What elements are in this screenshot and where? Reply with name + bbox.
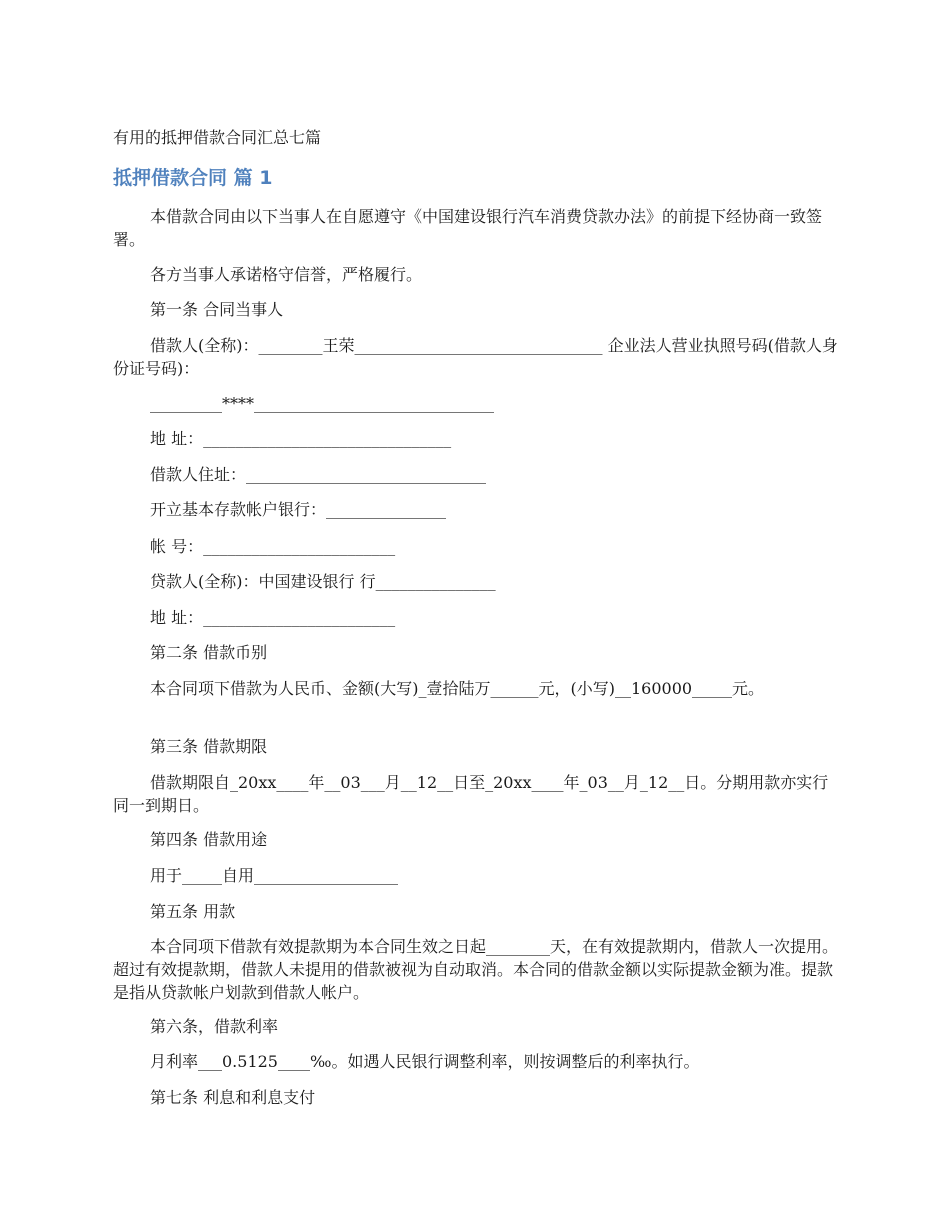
loan-term-paragraph: 借款期限自_20xx____年__03___月__12__日至_20xx____年_03__月_12__日。分期用款亦实行同一到期日。 [113,773,829,815]
article-2-heading: 第二条 借款币别 [150,643,268,662]
account-number-line: 帐 号：________________________ [150,537,396,556]
drawdown-paragraph: 本合同项下借款有效提款期为本合同生效之日起________天，在有效提款期内，借款人一次提用。超过有效提款期，借款人未提用的借款被视为自动取消。本合同的借款金额以实际提款金额为准。提款是指从贷款帐户划款到借款人帐户。 [113,937,839,1002]
section-heading: 抵押借款合同 篇 1 [113,167,273,189]
article-3-heading: 第三条 借款期限 [150,737,268,756]
borrower-name-line: 借款人(全称)：________王荣_______________________________ 企业法人营业执照号码(借款人身份证号码)： [113,336,838,378]
interest-rate-line: 月利率___0.5125____‰。如遇人民银行调整利率，则按调整后的利率执行。 [150,1052,700,1071]
paragraph-intro: 本借款合同由以下当事人在自愿遵守《中国建设银行汽车消费贷款办法》的前提下经协商一致签署。 [113,207,823,249]
article-5-heading: 第五条 用款 [150,902,236,921]
address-line-1: 地 址：_______________________________ [150,429,452,448]
address-line-2: 地 址：________________________ [150,608,396,627]
loan-purpose-line: 用于_____自用__________________ [150,866,399,885]
paragraph-commitment: 各方当事人承诺格守信誉，严格履行。 [150,265,423,284]
loan-amount-paragraph: 本合同项下借款为人民币、金额(大写)_壹拾陆万______元，(小写)__160000_____元。 [150,679,765,698]
article-6-heading: 第六条，借款利率 [150,1017,279,1036]
lender-name-line: 贷款人(全称)：中国建设银行 行_______________ [150,572,496,591]
borrower-id-line: _________****______________________________ [150,394,494,413]
article-1-heading: 第一条 合同当事人 [150,300,284,319]
deposit-bank-line: 开立基本存款帐户银行：_______________ [150,500,447,519]
borrower-residence-line: 借款人住址：______________________________ [150,465,487,484]
article-7-heading: 第七条 利息和利息支付 [150,1088,316,1107]
document-title: 有用的抵押借款合同汇总七篇 [113,128,322,147]
article-4-heading: 第四条 借款用途 [150,830,268,849]
